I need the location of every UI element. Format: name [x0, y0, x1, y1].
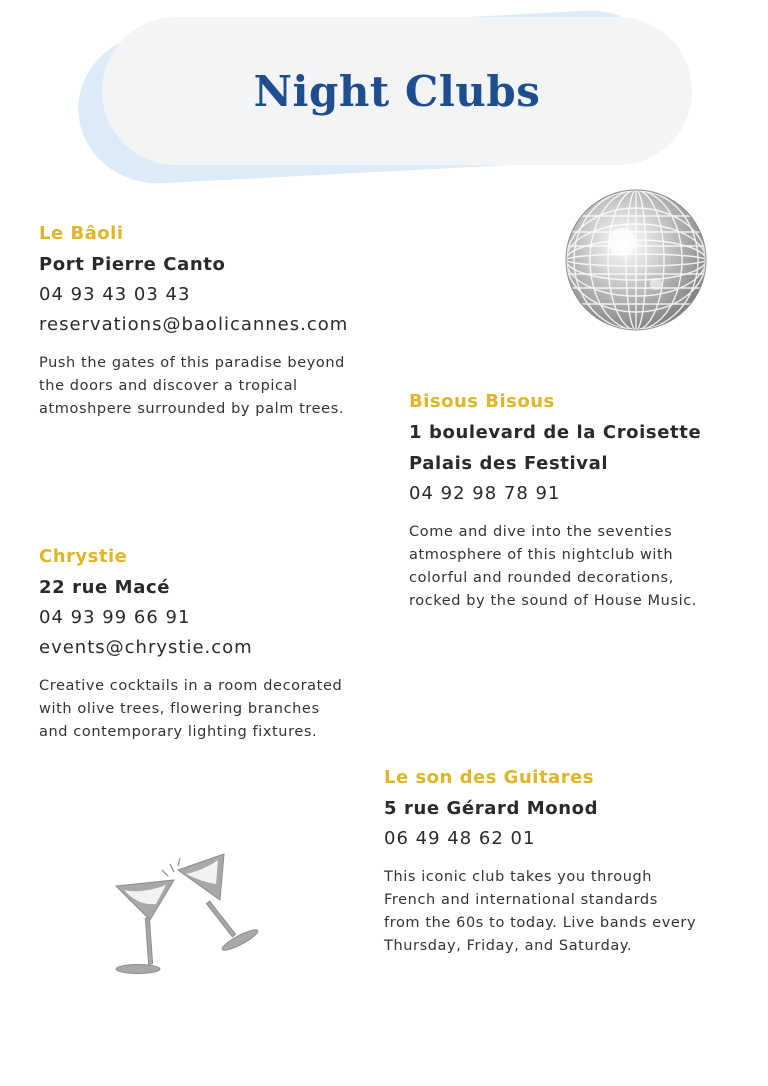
club-address: 1 boulevard de la Croisette: [409, 422, 702, 443]
disco-ball-icon: [564, 188, 708, 332]
club-card-le-son-des-guitares: [384, 762, 734, 958]
club-address: 5 rue Gérard Monod: [384, 798, 599, 819]
club-card-chrystie: [39, 541, 389, 744]
club-phone[interactable]: 04 92 98 78 91: [409, 483, 561, 504]
cocktail-glasses-icon: [108, 848, 268, 980]
club-card-bisous-bisous: [409, 386, 759, 613]
club-description: This iconic club takes you through French and international standards from the 60s to today. Live bands every Thursday, Friday, and Saturday.: [384, 869, 697, 954]
club-name: Le son des Guitares: [384, 767, 594, 788]
club-card-le-baoli: [39, 218, 389, 421]
club-description: Come and dive into the seventies atmosphere of this nightclub with colorful and rounded decorations, rocked by the sound of House Music.: [409, 524, 698, 609]
club-description: Creative cocktails in a room decorated with olive trees, flowering branches and contemporary lighting fixtures.: [39, 678, 343, 740]
club-address: Palais des Festival: [409, 453, 609, 474]
club-email[interactable]: reservations@baolicannes.com: [39, 314, 349, 335]
club-phone[interactable]: 04 93 43 03 43: [39, 284, 191, 305]
club-phone[interactable]: 06 49 48 62 01: [384, 828, 536, 849]
page-title: Night Clubs: [253, 66, 541, 116]
club-name: Bisous Bisous: [409, 391, 555, 412]
club-description: Push the gates of this paradise beyond the doors and discover a tropical atmoshpere surrounded by palm trees.: [39, 355, 345, 417]
club-phone[interactable]: 04 93 99 66 91: [39, 607, 191, 628]
title-banner: [102, 17, 692, 165]
club-name: Chrystie: [39, 546, 128, 567]
club-name: Le Bâoli: [39, 223, 124, 244]
club-email[interactable]: events@chrystie.com: [39, 637, 253, 658]
club-address: 22 rue Macé: [39, 577, 171, 598]
club-address: Port Pierre Canto: [39, 254, 226, 275]
